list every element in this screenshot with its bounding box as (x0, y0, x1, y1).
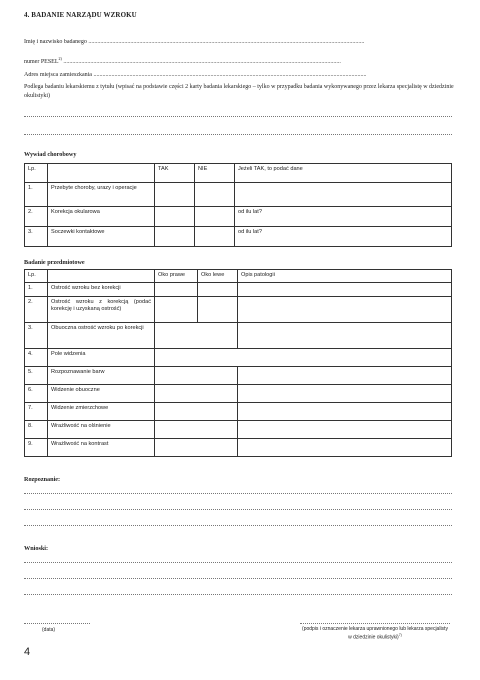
history-header-nie: NIE (195, 164, 235, 183)
row-lp: 3. (25, 323, 48, 349)
value-cell[interactable] (155, 385, 238, 403)
row-lp: 5. (25, 367, 48, 385)
pesel-footnote: 2) (58, 56, 62, 61)
address-dots: ...................................................................................................................................................................................... (93, 72, 367, 78)
diagnosis-line-1[interactable] (24, 493, 452, 494)
exam-header-row (25, 270, 452, 283)
table-row (25, 183, 452, 207)
row-lp: 8. (25, 421, 48, 439)
signature-text: (podpis i oznaczenie lekarza uprawnionego lub lekarza specjalisty w dziedzinie okulistyki) (302, 626, 448, 641)
value-cell[interactable] (155, 421, 238, 439)
address-label: Adres miejsca zamieszkania (24, 72, 92, 78)
row-label: Przebyte choroby, urazy i operacje (48, 183, 155, 207)
history-header-row (25, 164, 452, 183)
exam-table (24, 269, 452, 457)
row-label: Widzenie zmierzchowe (48, 403, 155, 421)
exam-heading: Badanie przedmiotowe (24, 259, 85, 266)
table-row (25, 207, 452, 227)
row-lp: 9. (25, 439, 48, 457)
row-label: Wrażliwość na olśnienie (48, 421, 155, 439)
row-lp: 1. (25, 283, 48, 297)
subject-line-2[interactable] (24, 134, 452, 135)
pathology-cell[interactable] (238, 323, 452, 349)
row-label: Soczewki kontaktowe (48, 227, 155, 247)
row-label: Korekcja okularowa (48, 207, 155, 227)
row-label: Ostrość wzroku z korekcją (podać korekcję i uzyskaną ostrość) (48, 297, 155, 323)
exam-header-label (48, 270, 155, 283)
diagnosis-heading: Rozpoznanie: (24, 476, 61, 483)
history-table (24, 163, 452, 247)
history-header-details: Jeżeli TAK, to podać dane (235, 164, 452, 183)
pathology-cell[interactable] (238, 421, 452, 439)
row-lp: 4. (25, 349, 48, 367)
signature-line[interactable] (300, 623, 450, 624)
page-number: 4 (24, 646, 31, 658)
history-heading: Wywiad chorobowy (24, 151, 77, 158)
row-label: Widzenie obuoczne (48, 385, 155, 403)
subject-line-1[interactable] (24, 116, 452, 117)
row-label: Obuoczna ostrość wzroku po korekcji (48, 323, 155, 349)
date-label: (data) (42, 627, 56, 633)
conclusions-line-2[interactable] (24, 578, 452, 579)
name-label: Imię i nazwisko badanego (24, 39, 87, 45)
tak-cell[interactable] (155, 207, 195, 227)
conclusions-heading: Wnioski: (24, 545, 49, 552)
table-row (25, 439, 452, 457)
table-row (25, 385, 452, 403)
value-cell[interactable] (155, 367, 238, 385)
diagnosis-line-3[interactable] (24, 525, 452, 526)
row-lp: 6. (25, 385, 48, 403)
pesel-dots: ......................................................................................................................................................................................... (63, 59, 341, 65)
table-row (25, 403, 452, 421)
details-cell[interactable] (235, 183, 452, 207)
left-eye-cell[interactable] (198, 297, 238, 323)
details-cell[interactable]: od ilu lat? (235, 207, 452, 227)
row-lp: 1. (25, 183, 48, 207)
signature-footnote: 7) (398, 633, 402, 637)
nie-cell[interactable] (195, 183, 235, 207)
table-row (25, 297, 452, 323)
table-row (25, 227, 452, 247)
tak-cell[interactable] (155, 183, 195, 207)
address-field[interactable] (24, 72, 366, 78)
pathology-cell[interactable] (238, 385, 452, 403)
signature-label (300, 626, 450, 641)
value-cell[interactable] (155, 403, 238, 421)
pesel-field[interactable] (24, 56, 341, 65)
conclusions-line-3[interactable] (24, 594, 452, 595)
value-cell[interactable] (155, 439, 238, 457)
row-lp: 3. (25, 227, 48, 247)
pesel-label: numer PESEL (24, 59, 59, 65)
row-label: Rozpoznawanie barw (48, 367, 155, 385)
exam-header-lp: Lp. (25, 270, 48, 283)
history-header-label (48, 164, 155, 183)
right-eye-cell[interactable] (155, 297, 198, 323)
table-row (25, 367, 452, 385)
history-header-lp: Lp. (25, 164, 48, 183)
nie-cell[interactable] (195, 227, 235, 247)
history-header-tak: TAK (155, 164, 195, 183)
row-label: Ostrość wzroku bez korekcji (48, 283, 155, 297)
details-cell[interactable]: od ilu lat? (235, 227, 452, 247)
row-lp: 2. (25, 207, 48, 227)
right-eye-cell[interactable] (155, 283, 198, 297)
pathology-cell[interactable] (238, 367, 452, 385)
subject-text: Podlega badaniu lekarskiemu z tytułu (wpisać na podstawie części 2 karty badania lekarskiego – tylko w przypadku badania wykonywanego przez lekarza specjalistę w dziedzinie okulistyki) (24, 84, 454, 99)
conclusions-line-1[interactable] (24, 562, 452, 563)
table-row (25, 421, 452, 439)
tak-cell[interactable] (155, 227, 195, 247)
exam-header-left-eye: Oko lewe (198, 270, 238, 283)
left-eye-cell[interactable] (198, 283, 238, 297)
row-lp: 2. (25, 297, 48, 323)
exam-header-right-eye: Oko prawe (155, 270, 198, 283)
section-title: 4. BADANIE NARZĄDU WZROKU (24, 11, 137, 19)
name-field[interactable] (24, 39, 364, 45)
table-row (25, 283, 452, 297)
field-of-view-cell[interactable] (155, 349, 452, 367)
table-row (25, 323, 452, 349)
row-label: Wrażliwość na kontrast (48, 439, 155, 457)
name-dots: ........................................................................................................................................................................................ (88, 39, 365, 45)
pathology-cell[interactable] (238, 297, 452, 323)
row-lp: 7. (25, 403, 48, 421)
diagnosis-line-2[interactable] (24, 509, 452, 510)
binocular-cell[interactable] (155, 323, 238, 349)
nie-cell[interactable] (195, 207, 235, 227)
row-label: Pole widzenia (48, 349, 155, 367)
pathology-cell[interactable] (238, 403, 452, 421)
pathology-cell[interactable] (238, 283, 452, 297)
exam-header-pathology: Opis patologii (238, 270, 452, 283)
date-line[interactable] (24, 623, 90, 624)
table-row (25, 349, 452, 367)
pathology-cell[interactable] (238, 439, 452, 457)
